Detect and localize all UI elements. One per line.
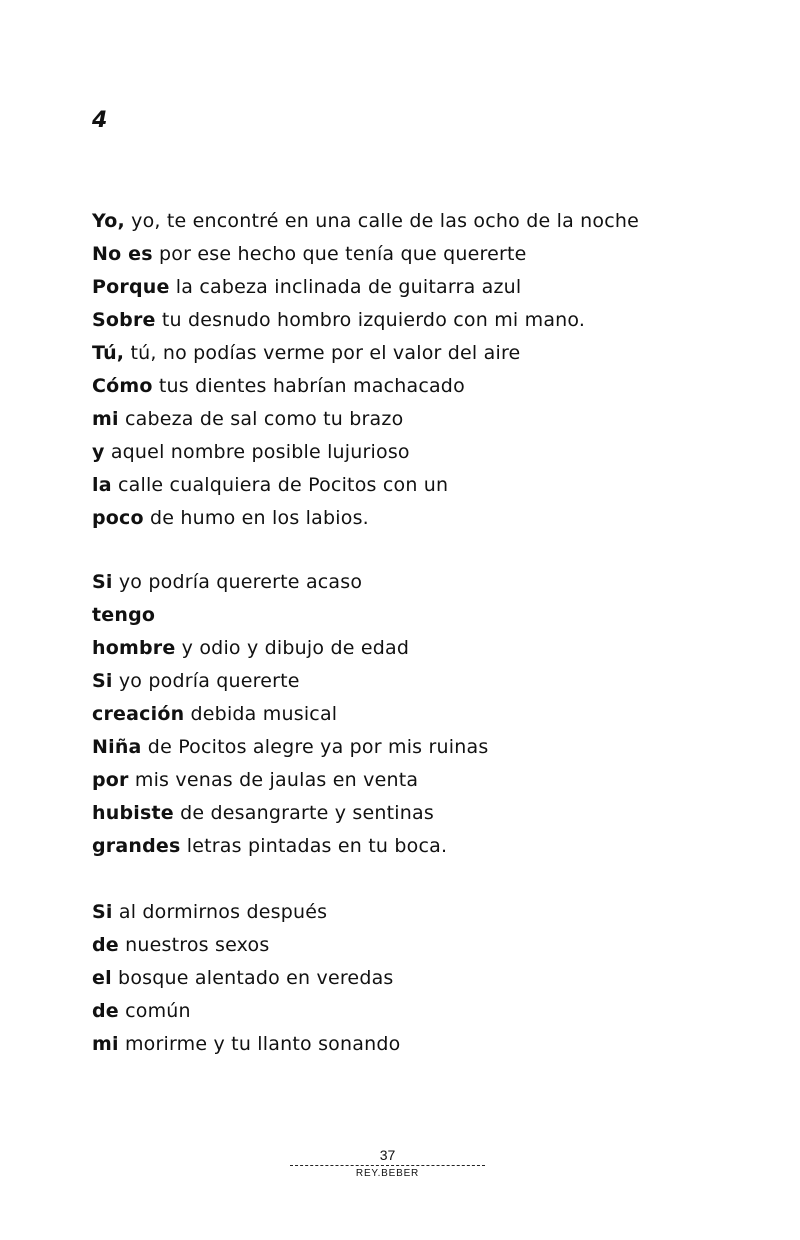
poem-line [92, 764, 488, 797]
line-lead-word: hubiste [92, 802, 174, 824]
line-lead-word: Yo, [92, 210, 125, 232]
line-text: de desangrarte y sentinas [173, 802, 434, 824]
line-text: cabeza de sal como tu brazo [118, 408, 404, 430]
line-lead-word: Sobre [92, 309, 156, 331]
poem-line [92, 896, 400, 929]
line-lead-word: la [92, 474, 112, 496]
poem-line [92, 632, 488, 665]
line-lead-word: Si [92, 901, 113, 923]
poem-line [92, 205, 639, 238]
poem-line [92, 731, 488, 764]
line-text: tu desnudo hombro izquierdo con mi mano. [155, 309, 586, 331]
line-lead-word: Si [92, 670, 113, 692]
line-text: por ese hecho que tenía que quererte [152, 243, 527, 265]
page-footer [290, 1147, 485, 1180]
page-number: 37 [379, 1147, 396, 1163]
footer-divider [290, 1165, 485, 1166]
line-text: común [118, 1000, 191, 1022]
footer-credit: REY.BEBER [355, 1168, 420, 1179]
poem-line [92, 830, 488, 863]
poem-line [92, 962, 400, 995]
poem-line [92, 599, 488, 632]
poem-line [92, 502, 639, 535]
line-text: mis venas de jaulas en venta [128, 769, 419, 791]
line-lead-word: el [92, 967, 112, 989]
line-text: al dormirnos después [112, 901, 328, 923]
line-lead-word: Porque [92, 276, 170, 298]
line-lead-word: Cómo [92, 375, 153, 397]
line-lead-word: poco [92, 507, 144, 529]
section-number: 4 [92, 108, 108, 133]
line-text: de humo en los labios. [143, 507, 369, 529]
line-text: morirme y tu llanto sonando [118, 1033, 401, 1055]
line-text: yo, te encontré en una calle de las ocho de la noche [124, 210, 640, 232]
line-text: bosque alentado en veredas [111, 967, 394, 989]
line-lead-word: grandes [92, 835, 181, 857]
line-lead-word: mi [92, 408, 119, 430]
line-lead-word: Niña [92, 736, 142, 758]
poem-line [92, 1028, 400, 1061]
stanza-2 [92, 566, 488, 863]
stanza-1 [92, 205, 639, 535]
line-text: y odio y dibujo de edad [175, 637, 410, 659]
poem-line [92, 403, 639, 436]
line-lead-word: tengo [92, 604, 156, 626]
poem-line [92, 469, 639, 502]
line-text: la cabeza inclinada de guitarra azul [169, 276, 522, 298]
line-text: de Pocitos alegre ya por mis ruinas [141, 736, 489, 758]
poem-line [92, 665, 488, 698]
line-lead-word: Tú, [92, 342, 125, 364]
line-lead-word: hombre [92, 637, 176, 659]
poem-line [92, 238, 639, 271]
line-text: yo podría quererte [112, 670, 300, 692]
line-lead-word: y [92, 441, 105, 463]
line-text: debida musical [184, 703, 338, 725]
line-lead-word: creación [92, 703, 185, 725]
line-text: tus dientes habrían machacado [152, 375, 465, 397]
line-text: nuestros sexos [118, 934, 270, 956]
poem-line [92, 566, 488, 599]
line-lead-word: por [92, 769, 129, 791]
poem-line [92, 797, 488, 830]
line-text: calle cualquiera de Pocitos con un [111, 474, 449, 496]
line-text: letras pintadas en tu boca. [180, 835, 448, 857]
line-text: aquel nombre posible lujurioso [104, 441, 410, 463]
line-lead-word: mi [92, 1033, 119, 1055]
line-lead-word: de [92, 934, 119, 956]
line-lead-word: de [92, 1000, 119, 1022]
line-lead-word: Si [92, 571, 113, 593]
poem-line [92, 436, 639, 469]
line-text: tú, no podías verme por el valor del aire [124, 342, 521, 364]
poem-line [92, 337, 639, 370]
poem-line [92, 370, 639, 403]
line-text: yo podría quererte acaso [112, 571, 363, 593]
poem-line [92, 995, 400, 1028]
stanza-3 [92, 896, 400, 1061]
poem-line [92, 304, 639, 337]
poem-line [92, 698, 488, 731]
poem-line [92, 271, 639, 304]
poem-line [92, 929, 400, 962]
line-lead-word: No es [92, 243, 153, 265]
